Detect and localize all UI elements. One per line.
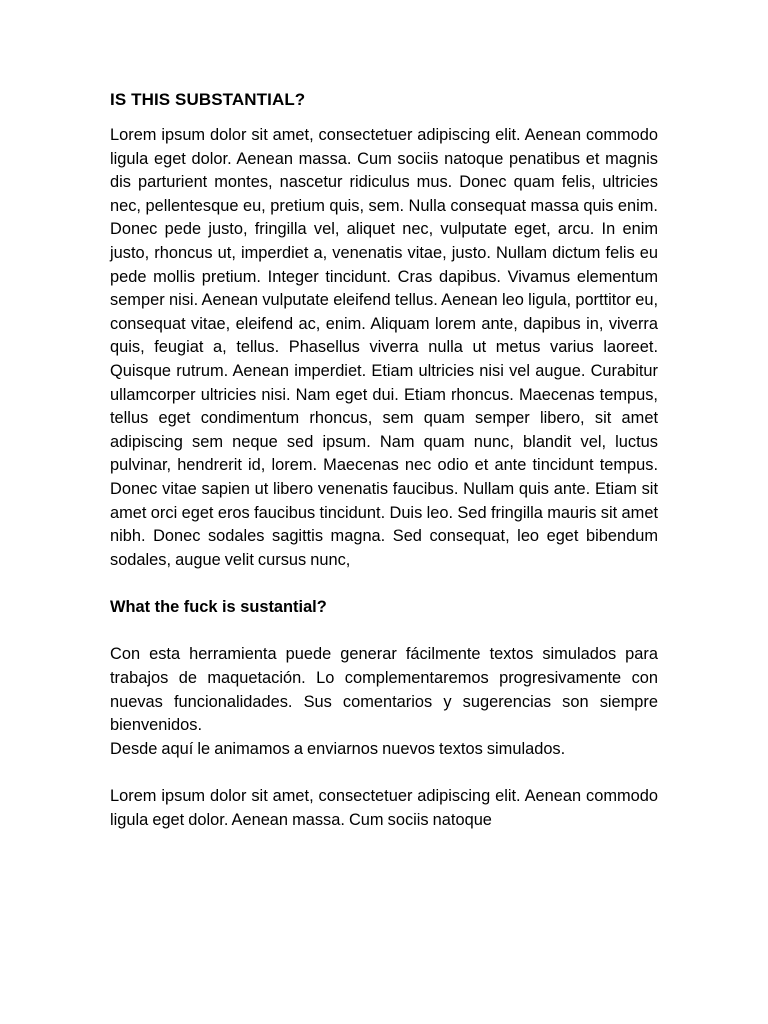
paragraph-spacer	[110, 761, 658, 785]
body-paragraph-herramienta: Con esta herramienta puede generar fácilmente textos simulados para trabajos de maquetación. Lo complementaremos progresivamente con nuevas funcionalidades. Sus comentarios y sugerencias son siempre bienvenidos.	[110, 645, 658, 735]
document-page	[110, 88, 658, 832]
body-paragraph-lorem-ipsum: Lorem ipsum dolor sit amet, consectetuer adipiscing elit. Aenean commodo ligula eget dolor. Aenean massa. Cum sociis natoque penatibus et magnis dis parturient montes, nascetur ridiculus mus. Donec quam felis, ultricies nec, pellentesque eu, pretium quis, sem. Nulla consequat massa quis enim. Donec pede justo, fringilla vel, aliquet nec, vulputate eget, arcu. In enim justo, rhoncus ut, imperdiet a, venenatis vitae, justo. Nullam dictum felis eu pede mollis pretium. Integer tincidunt. Cras dapibus. Vivamus elementum semper nisi. Aenean vulputate eleifend tellus. Aenean leo ligula, porttitor eu, consequat vitae, eleifend ac, enim. Aliquam lorem ante, dapibus in, viverra quis, feugiat a, tellus. Phasellus viverra nulla ut metus varius laoreet. Quisque rutrum. Aenean imperdiet. Etiam ultricies nisi vel augue. Curabitur ullamcorper ultricies nisi. Nam eget dui. Etiam rhoncus. Maecenas tempus, tellus eget condimentum rhoncus, sem quam semper libero, sit amet adipiscing sem neque sed ipsum. Nam quam nunc, blandit vel, luctus pulvinar, hendrerit id, lorem. Maecenas nec odio et ante tincidunt tempus. Donec vitae sapien ut libero venenatis faucibus. Nullam quis ante. Etiam sit amet orci eget eros faucibus tincidunt. Duis leo. Sed fringilla mauris sit amet nibh. Donec sodales sagittis magna. Sed consequat, leo eget bibendum sodales, augue velit cursus nunc,	[110, 126, 658, 569]
document-title: IS THIS SUBSTANTIAL?	[110, 90, 306, 109]
section-subheading: What the fuck is sustantial?	[110, 598, 327, 617]
body-paragraph-animamos: Desde aquí le animamos a enviarnos nuevos textos simulados.	[110, 739, 566, 758]
body-paragraph-lorem-ipsum-repeat: Lorem ipsum dolor sit amet, consectetuer adipiscing elit. Aenean commodo ligula eget dolor. Aenean massa. Cum sociis natoque	[110, 787, 658, 829]
